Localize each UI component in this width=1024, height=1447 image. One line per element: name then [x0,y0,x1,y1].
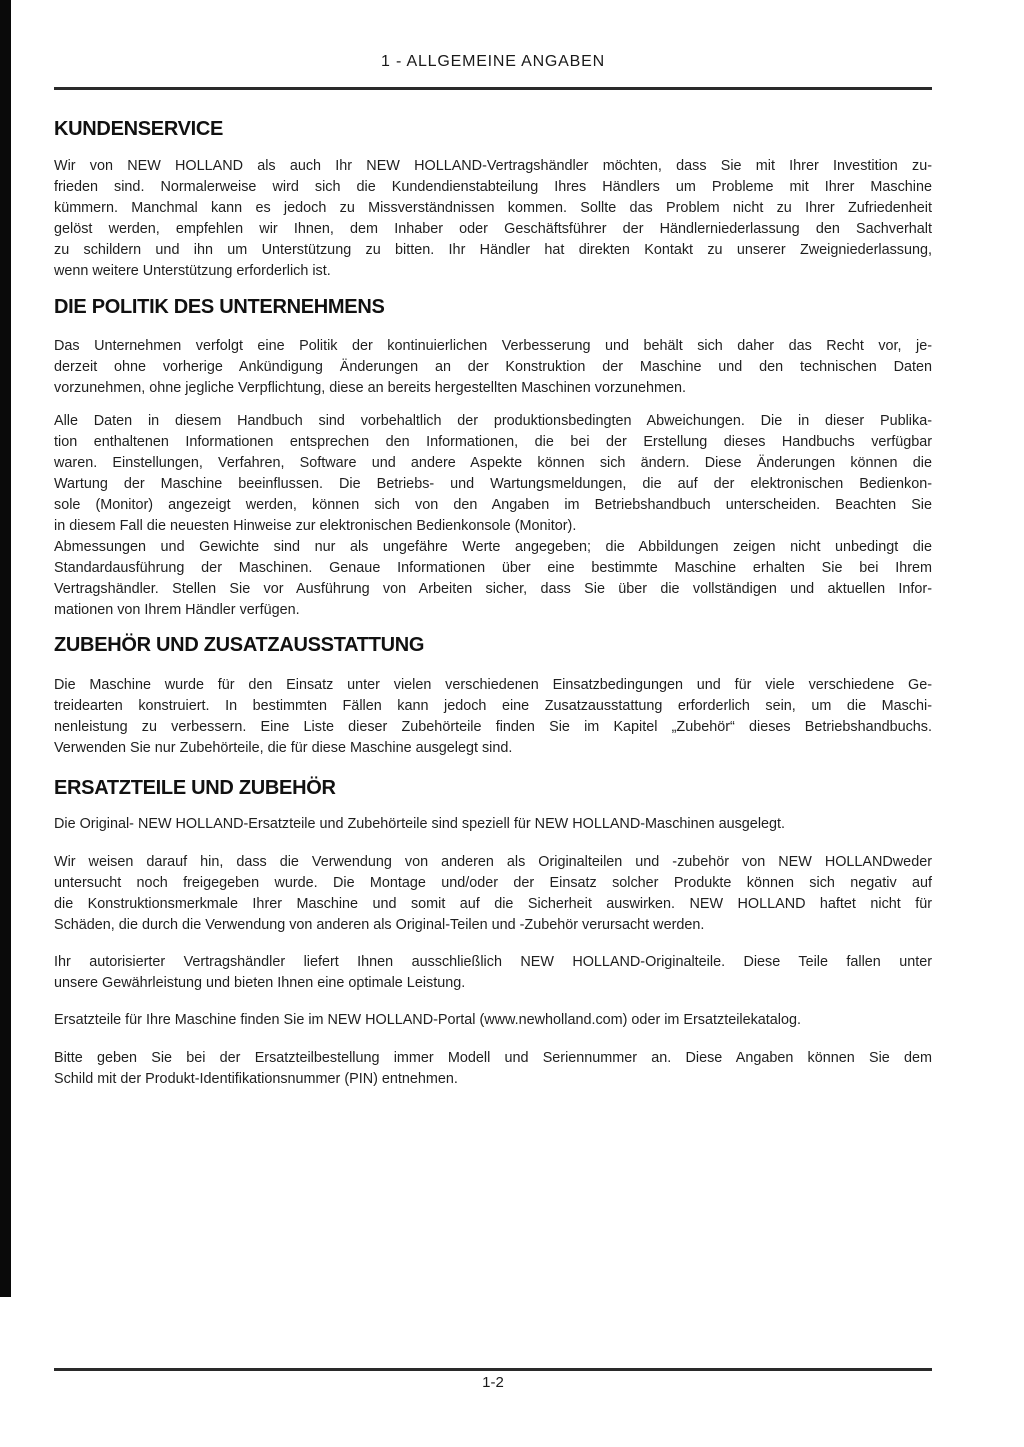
section-heading-zubehoer: ZUBEHÖR UND ZUSATZAUSSTATTUNG [54,634,425,656]
text-line: Ersatzteile für Ihre Maschine finden Sie im NEW HOLLAND-Portal (www.newholland.com) oder im Ersatzteilekatalog. [54,1012,801,1028]
text-line: kümmern. Manchmal kann es jedoch zu Missverständnissen kommen. Sollte das Problem nicht zu Ihrer Zufriedenheit [54,200,932,216]
section-heading-ersatzteile: ERSATZTEILE UND ZUBEHÖR [54,777,336,799]
text-line: Die Original- NEW HOLLAND-Ersatzteile und Zubehörteile sind speziell für NEW HOLLAND-Maschinen ausgelegt. [54,816,786,832]
text-line: waren. Einstellungen, Verfahren, Software und andere Aspekte können sich ändern. Diese Änderungen können die [54,455,932,471]
paragraph [54,1048,932,1090]
text-line: Standardausführung der Maschinen. Genaue Informationen über eine bestimmte Maschine erhalten Sie bei Ihrem [54,560,932,576]
text-line: zu schildern und ihn um Unterstützung zu bitten. Ihr Händler hat direkten Kontakt zu unserer Zweigniederlassung, [54,242,932,258]
text-line: Schäden, die durch die Verwendung von anderen als Original-Teilen und -Zubehör verursacht werden. [54,917,705,933]
paragraph [54,411,932,537]
text-line: Wir weisen darauf hin, dass die Verwendung von anderen als Originalteilen und -zubehör von NEW HOLLANDweder [54,854,932,870]
text-line: frieden sind. Normalerweise wird sich die Kundendienstabteilung Ihres Händlers um Probleme mit Ihrer Maschine [54,179,932,195]
page-number: 1-2 [482,1374,504,1391]
text-line: Abmessungen und Gewichte sind nur als ungefähre Werte angegeben; die Abbildungen zeigen nicht unbedingt die [54,539,932,555]
text-line: gelöst werden, empfehlen wir Ihnen, dem Inhaber oder Geschäftsführer der Händlerniederlassung den Sachverhalt [54,221,932,237]
text-line: Schild mit der Produkt-Identifikationsnummer (PIN) entnehmen. [54,1071,458,1087]
paragraph [54,537,932,621]
text-line: Bitte geben Sie bei der Ersatzteilbestellung immer Modell und Seriennummer an. Diese Angaben können Sie dem [54,1050,932,1066]
text-line: Das Unternehmen verfolgt eine Politik der kontinuierlichen Verbesserung und behält sich daher das Recht vor, je- [54,338,932,354]
text-line: Wartung der Maschine beeinflussen. Die Betriebs- und Wartungsmeldungen, die auf der elektronischen Bedienkon- [54,476,932,492]
paragraph [54,814,932,835]
text-line: sole (Monitor) angezeigt werden, können sich von den Angaben im Betriebshandbuch unterscheiden. Beachten Sie [54,497,932,513]
paragraph [54,852,932,936]
paragraph [54,1010,932,1031]
running-header: 1 - ALLGEMEINE ANGABEN [381,53,605,70]
text-line: treidearten konstruiert. In bestimmten Fällen kann jedoch eine Zusatzausstattung erforderlich sein, um die Maschi- [54,698,932,714]
paragraph [54,675,932,759]
section-heading-kundenservice: KUNDENSERVICE [54,118,224,140]
footer-rule [54,1368,932,1371]
text-line: in diesem Fall die neuesten Hinweise zur elektronischen Bedienkonsole (Monitor). [54,518,577,534]
text-line: nenleistung zu verbessern. Eine Liste dieser Zubehörteile finden Sie im Kapitel „Zubehör“ dieses Betriebshandbuchs. [54,719,932,735]
paragraph [54,156,932,282]
text-line: Verwenden Sie nur Zubehörteile, die für diese Maschine ausgelegt sind. [54,740,513,756]
text-line: Die Maschine wurde für den Einsatz unter vielen verschiedenen Einsatzbedingungen und für viele verschiedene Ge- [54,677,932,693]
section-heading-politik: DIE POLITIK DES UNTERNEHMENS [54,296,385,318]
text-line: die Konstruktionsmerkmale Ihrer Maschine und somit auf die Sicherheit auswirken. NEW HOLLAND haftet nicht für [54,896,932,912]
text-line: derzeit ohne vorherige Ankündigung Änderungen an der Konstruktion der Maschine und den technischen Daten [54,359,932,375]
text-line: untersucht noch freigegeben wurde. Die Montage und/oder der Einsatz solcher Produkte können sich negativ auf [54,875,932,891]
paragraph [54,952,932,994]
text-line: vorzunehmen, ohne jegliche Verpflichtung, diese an bereits hergestellten Maschinen vorzunehmen. [54,380,686,396]
text-line: Alle Daten in diesem Handbuch sind vorbehaltlich der produktionsbedingten Abweichungen. Die in dieser Publika- [54,413,932,429]
text-line: tion enthaltenen Informationen entsprechen den Informationen, die bei der Erstellung dieses Handbuchs verfügbar [54,434,932,450]
text-line: mationen von Ihrem Händler verfügen. [54,602,300,618]
header-rule [54,87,932,90]
text-line: Wir von NEW HOLLAND als auch Ihr NEW HOLLAND-Vertragshändler möchten, dass Sie mit Ihrer Investition zu- [54,158,932,174]
text-line: Ihr autorisierter Vertragshändler liefert Ihnen ausschließlich NEW HOLLAND-Originalteile. Diese Teile fallen unter [54,954,932,970]
text-line: wenn weitere Unterstützung erforderlich ist. [54,263,331,279]
scan-binding-edge-artifact [0,0,11,1297]
text-line: unsere Gewährleistung und bieten Ihnen eine optimale Leistung. [54,975,466,991]
text-line: Vertragshändler. Stellen Sie vor Ausführung von Arbeiten sicher, dass Sie über die vollständigen und aktuellen Infor- [54,581,932,597]
paragraph [54,336,932,399]
